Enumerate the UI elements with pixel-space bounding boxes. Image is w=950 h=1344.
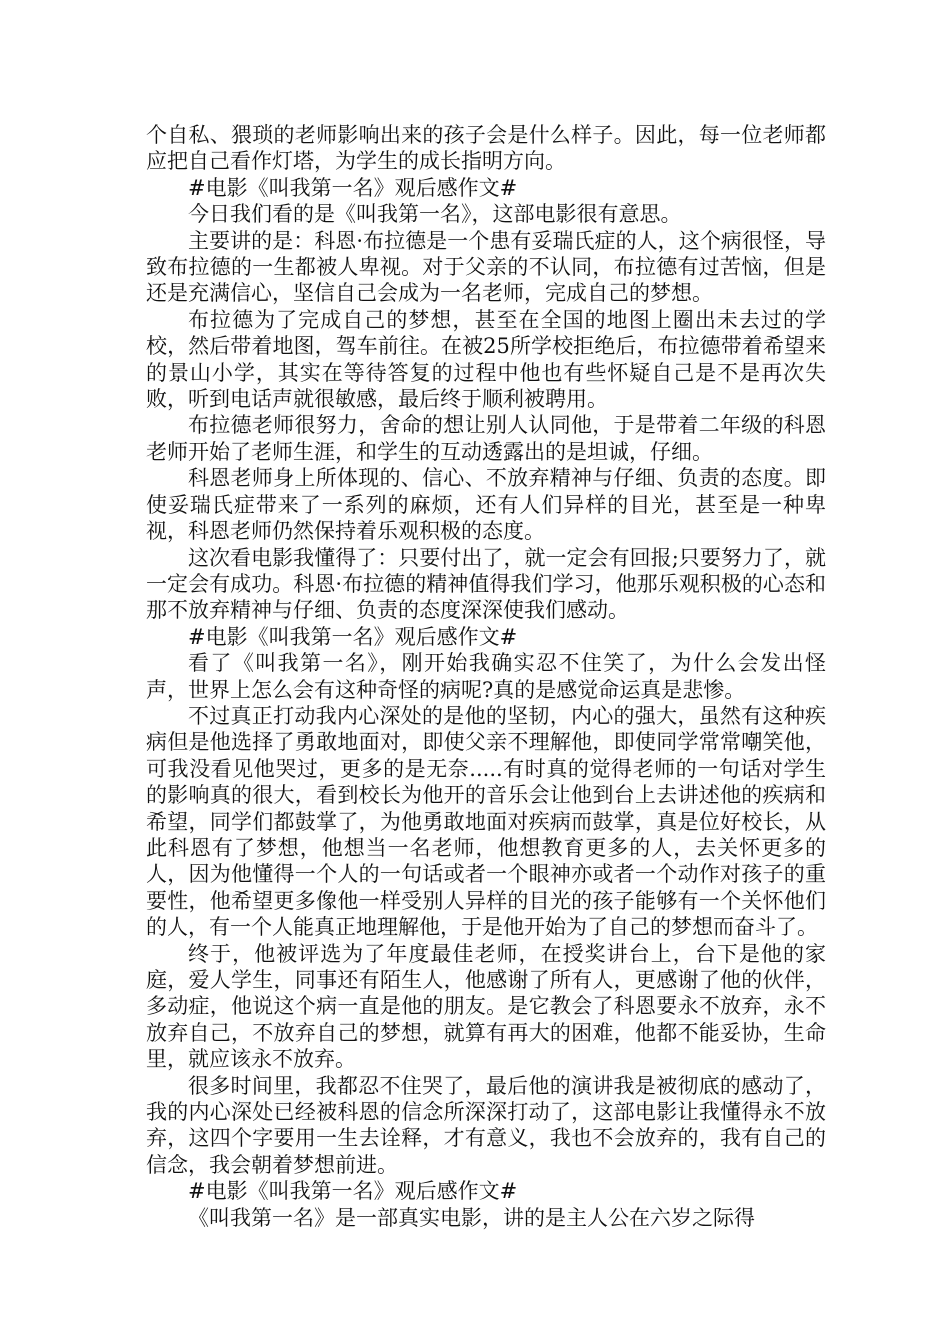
paragraph: 科恩老师身上所体现的、信心、不放弃精神与仔细、负责的态度。即使妥瑞氏症带来了一系列的麻烦，还有人们异样的目光，甚至是一种卑视，科恩老师仍然保持着乐观积极的态度。 bbox=[146, 466, 826, 544]
paragraph: 布拉德老师很努力，舍命的想让别人认同他，于是带着二年级的科恩老师开始了老师生涯，和学生的互动透露出的是坦诚，仔细。 bbox=[146, 413, 826, 464]
paragraph: 不过真正打动我内心深处的是他的坚韧，内心的强大，虽然有这种疾病但是他选择了勇敢地面对，即使父亲不理解他，即使同学常常嘲笑他，可我没看见他哭过，更多的是无奈.....有时真的觉得老师的一句话对学生的影响真的很大，看到校长为他开的音乐会让他到台上去讲述他的疾病和希望，同学们都鼓掌了，为他勇敢地面对疾病而鼓掌，真是位好校长，从此科恩有了梦想，他想当一名老师，他想教育更多的人，去关怀更多的人，因为他懂得一个人的一句话或者一个眼神亦或者一个动作对孩子的重要性，他希望更多像他一样受别人异样的目光的孩子能够有一个关怀他们的人，有一个人能真正地理解他，于是他开始为了自己的梦想而奋斗了。 bbox=[146, 703, 826, 940]
paragraph: 个自私、猥琐的老师影响出来的孩子会是什么样子。因此，每一位老师都应把自己看作灯塔，为学生的成长指明方向。 bbox=[146, 123, 826, 174]
essay-body bbox=[146, 122, 826, 1231]
paragraph: 终于，他被评选为了年度最佳老师，在授奖讲台上，台下是他的家庭，爱人学生，同事还有陌生人，他感谢了所有人，更感谢了他的伙伴，多动症，他说这个病一直是他的朋友。是它教会了科恩要永不放弃，永不放弃自己，不放弃自己的梦想，就算有再大的困难，他都不能妥协，生命里，就应该永不放弃。 bbox=[146, 941, 826, 1072]
paragraph: 这次看电影我懂得了：只要付出了，就一定会有回报;只要努力了，就一定会有成功。科恩·布拉德的精神值得我们学习，他那乐观积极的心态和那不放弃精神与仔细、负责的态度深深使我们感动。 bbox=[146, 545, 826, 623]
paragraph: 主要讲的是：科恩·布拉德是一个患有妥瑞氏症的人，这个病很怪，导致布拉德的一生都被人卑视。对于父亲的不认同，布拉德有过苦恼，但是还是充满信心，坚信自己会成为一名老师，完成自己的梦想。 bbox=[146, 228, 826, 306]
paragraph: 《叫我第一名》是一部真实电影，讲的是主人公在六岁之际得 bbox=[188, 1205, 755, 1230]
paragraph: 很多时间里，我都忍不住哭了，最后他的演讲我是被彻底的感动了，我的内心深处已经被科恩的信念所深深打动了，这部电影让我懂得永不放弃，这四个字要用一生去诠释，才有意义，我也不会放弃的，我有自己的信念，我会朝着梦想前进。 bbox=[146, 1073, 826, 1177]
essay-heading: #电影《叫我第一名》观后感作文# bbox=[188, 1179, 518, 1204]
paragraph: 今日我们看的是《叫我第一名》，这部电影很有意思。 bbox=[188, 202, 682, 227]
essay-heading: #电影《叫我第一名》观后感作文# bbox=[188, 624, 518, 649]
paragraph: 看了《叫我第一名》，刚开始我确实忍不住笑了，为什么会发出怪声，世界上怎么会有这种奇怪的病呢?真的是感觉命运真是悲惨。 bbox=[146, 651, 826, 702]
essay-heading: #电影《叫我第一名》观后感作文# bbox=[188, 175, 518, 200]
paragraph: 布拉德为了完成自己的梦想，甚至在全国的地图上圈出未去过的学校，然后带着地图，驾车前往。在被25所学校拒绝后，布拉德带着希望来的景山小学，其实在等待答复的过程中他也有些怀疑自己是不是再次失败，听到电话声就很敏感，最后终于顺利被聘用。 bbox=[146, 307, 826, 412]
